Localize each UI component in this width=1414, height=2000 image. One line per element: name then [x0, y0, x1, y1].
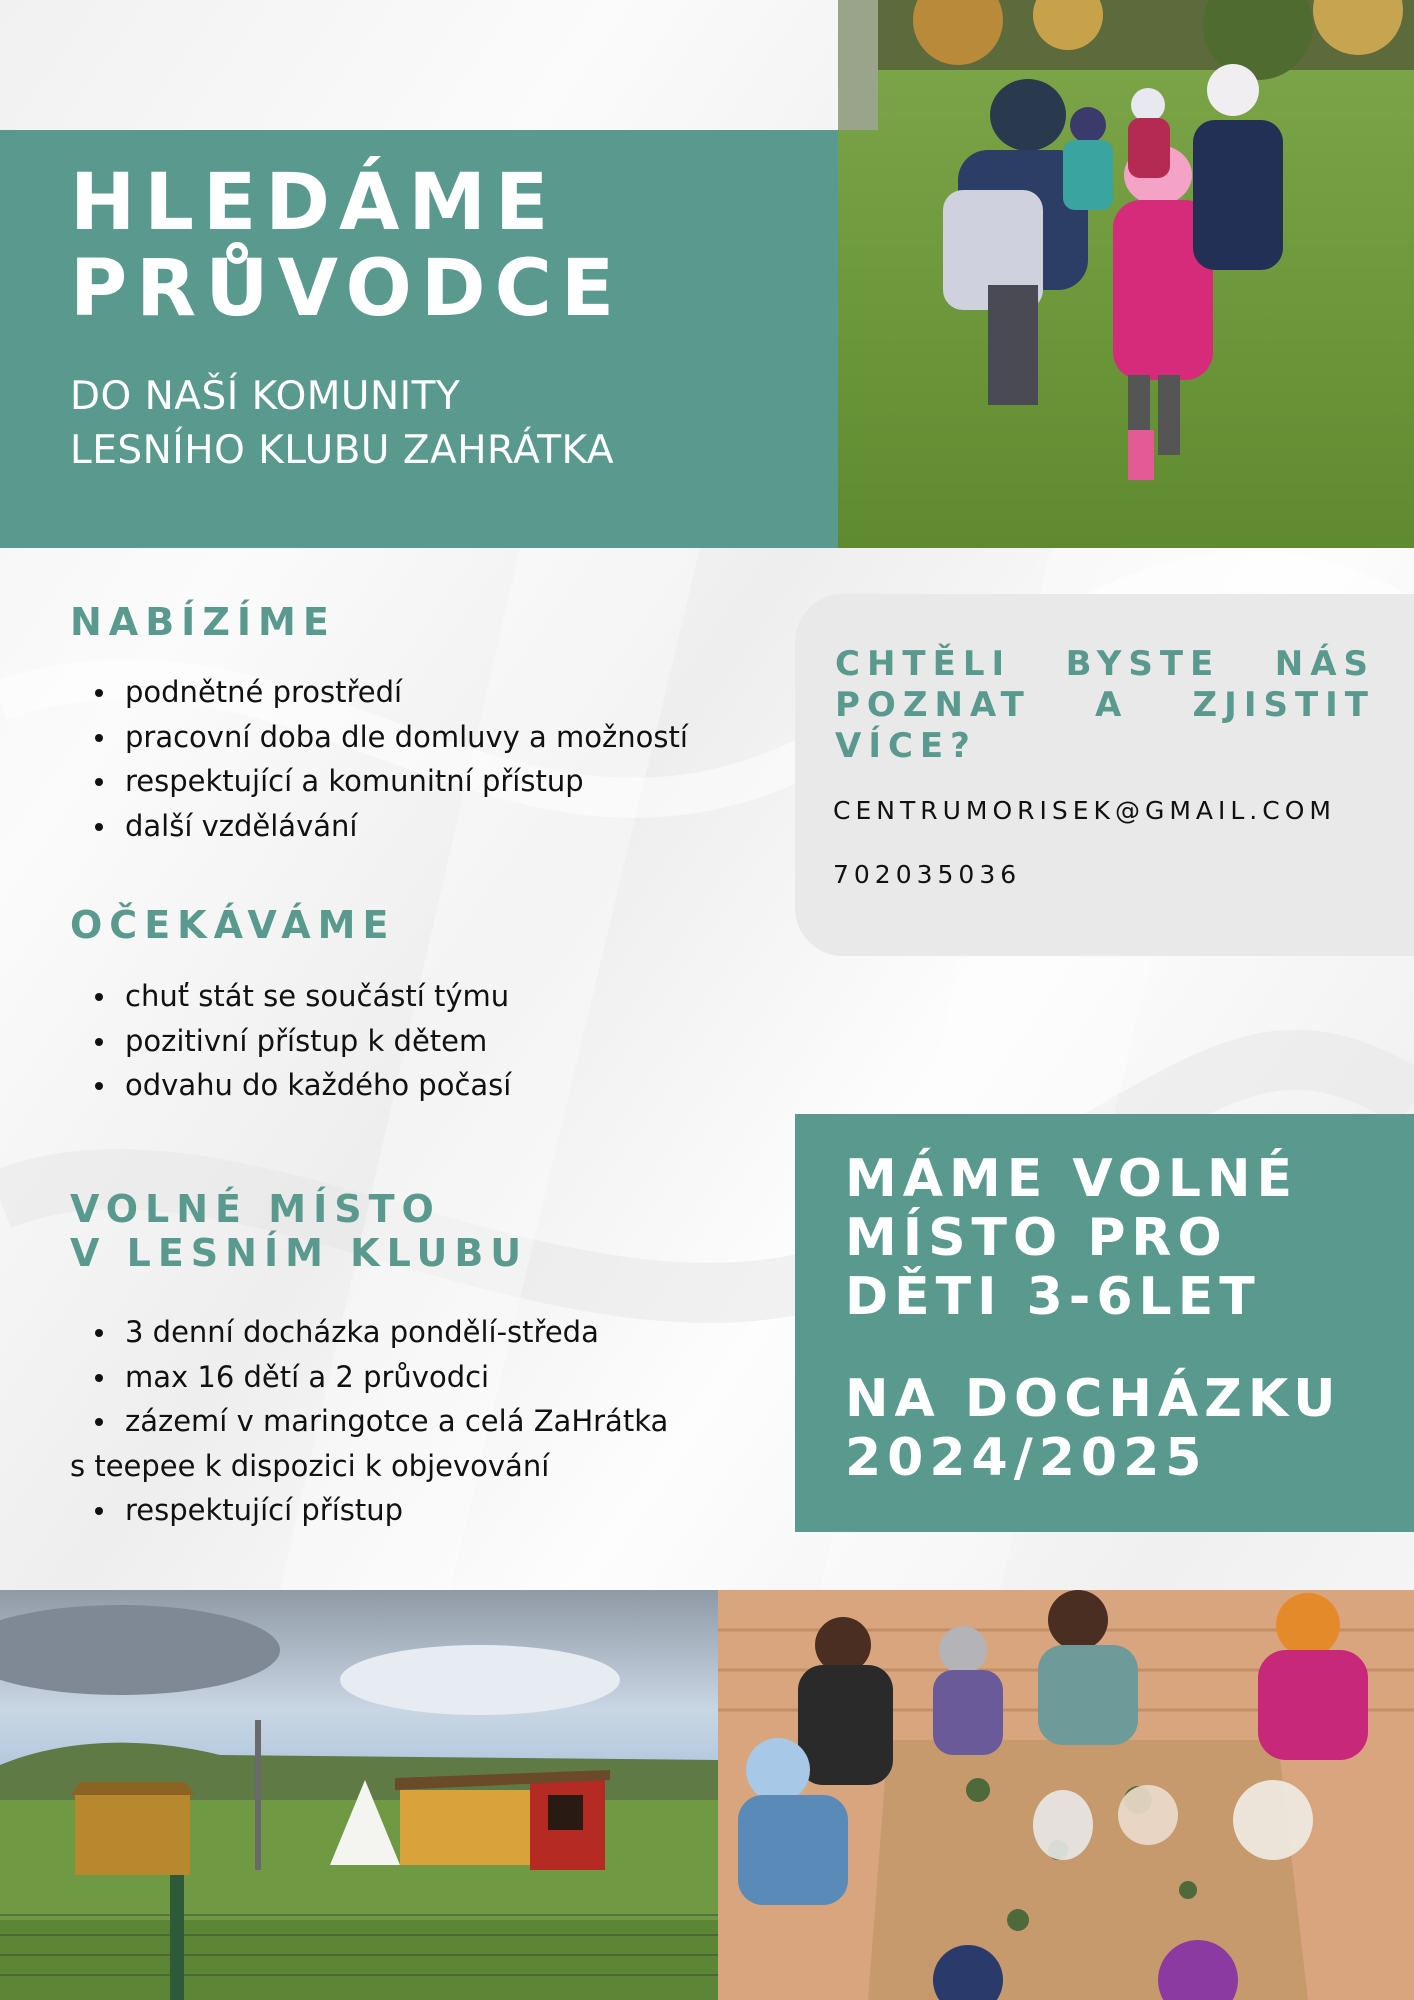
list-item: pozitivní přístup k dětem [70, 1019, 511, 1064]
contact-phone[interactable]: 702035036 [833, 860, 1022, 889]
list-item: podnětné prostředí [70, 670, 688, 715]
vacancy-title-line-1: VOLNÉ MÍSTO [70, 1187, 441, 1231]
contact-box [795, 594, 1414, 956]
subtitle-line-1: DO NAŠÍ KOMUNITY [70, 374, 461, 419]
offer-list [70, 670, 688, 848]
list-item: zázemí v maringotce a celá ZaHrátka [70, 1399, 668, 1444]
expect-list [70, 974, 511, 1108]
list-item: další vzdělávání [70, 804, 688, 849]
promo-line: NA DOCHÁZKU [845, 1369, 1342, 1429]
promo-line: 2024/2025 [845, 1428, 1208, 1488]
promo-text-b [845, 1370, 1341, 1488]
list-item: respektující přístup [70, 1488, 668, 1533]
page-title [70, 160, 623, 332]
subtitle-line-2: LESNÍHO KLUBU ZAHRÁTKA [70, 428, 615, 473]
vacancy-list [70, 1310, 668, 1533]
offer-title: NABÍZÍME [70, 600, 336, 644]
list-item: chuť stát se součástí týmu [70, 974, 511, 1019]
list-item: odvahu do každého počasí [70, 1063, 511, 1108]
title-line-1: HLEDÁME [70, 158, 558, 248]
promo-line: MÁME VOLNÉ [845, 1149, 1299, 1209]
promo-line: DĚTI 3-6LET [845, 1267, 1261, 1327]
page-subtitle [70, 370, 614, 478]
list-item: max 16 dětí a 2 průvodci [70, 1355, 668, 1400]
expect-title: OČEKÁVÁME [70, 903, 396, 947]
promo-box [795, 1114, 1414, 1532]
photo-children-meadow [838, 0, 1414, 548]
contact-question: CHTĚLI BYSTE NÁS POZNAT A ZJISTIT VÍCE? [835, 644, 1375, 766]
vacancy-title-line-2: V LESNÍM KLUBU [70, 1231, 529, 1275]
list-item-continuation: s teepee k dispozici k objevování [70, 1448, 550, 1483]
header-band [0, 130, 838, 548]
title-line-2: PRŮVODCE [70, 244, 624, 334]
photo-children-crafting [718, 1590, 1414, 2000]
list-item: pracovní doba dle domluvy a možností [70, 715, 688, 760]
photo-garden-teepee [0, 1590, 718, 2000]
promo-text-a [845, 1150, 1298, 1327]
list-item: respektující a komunitní přístup [70, 759, 688, 804]
contact-email[interactable]: CENTRUMORISEK@GMAIL.COM [833, 796, 1336, 825]
vacancy-title [70, 1187, 528, 1275]
promo-line: MÍSTO PRO [845, 1208, 1228, 1268]
list-item: 3 denní docházka pondělí-středa [70, 1310, 668, 1355]
